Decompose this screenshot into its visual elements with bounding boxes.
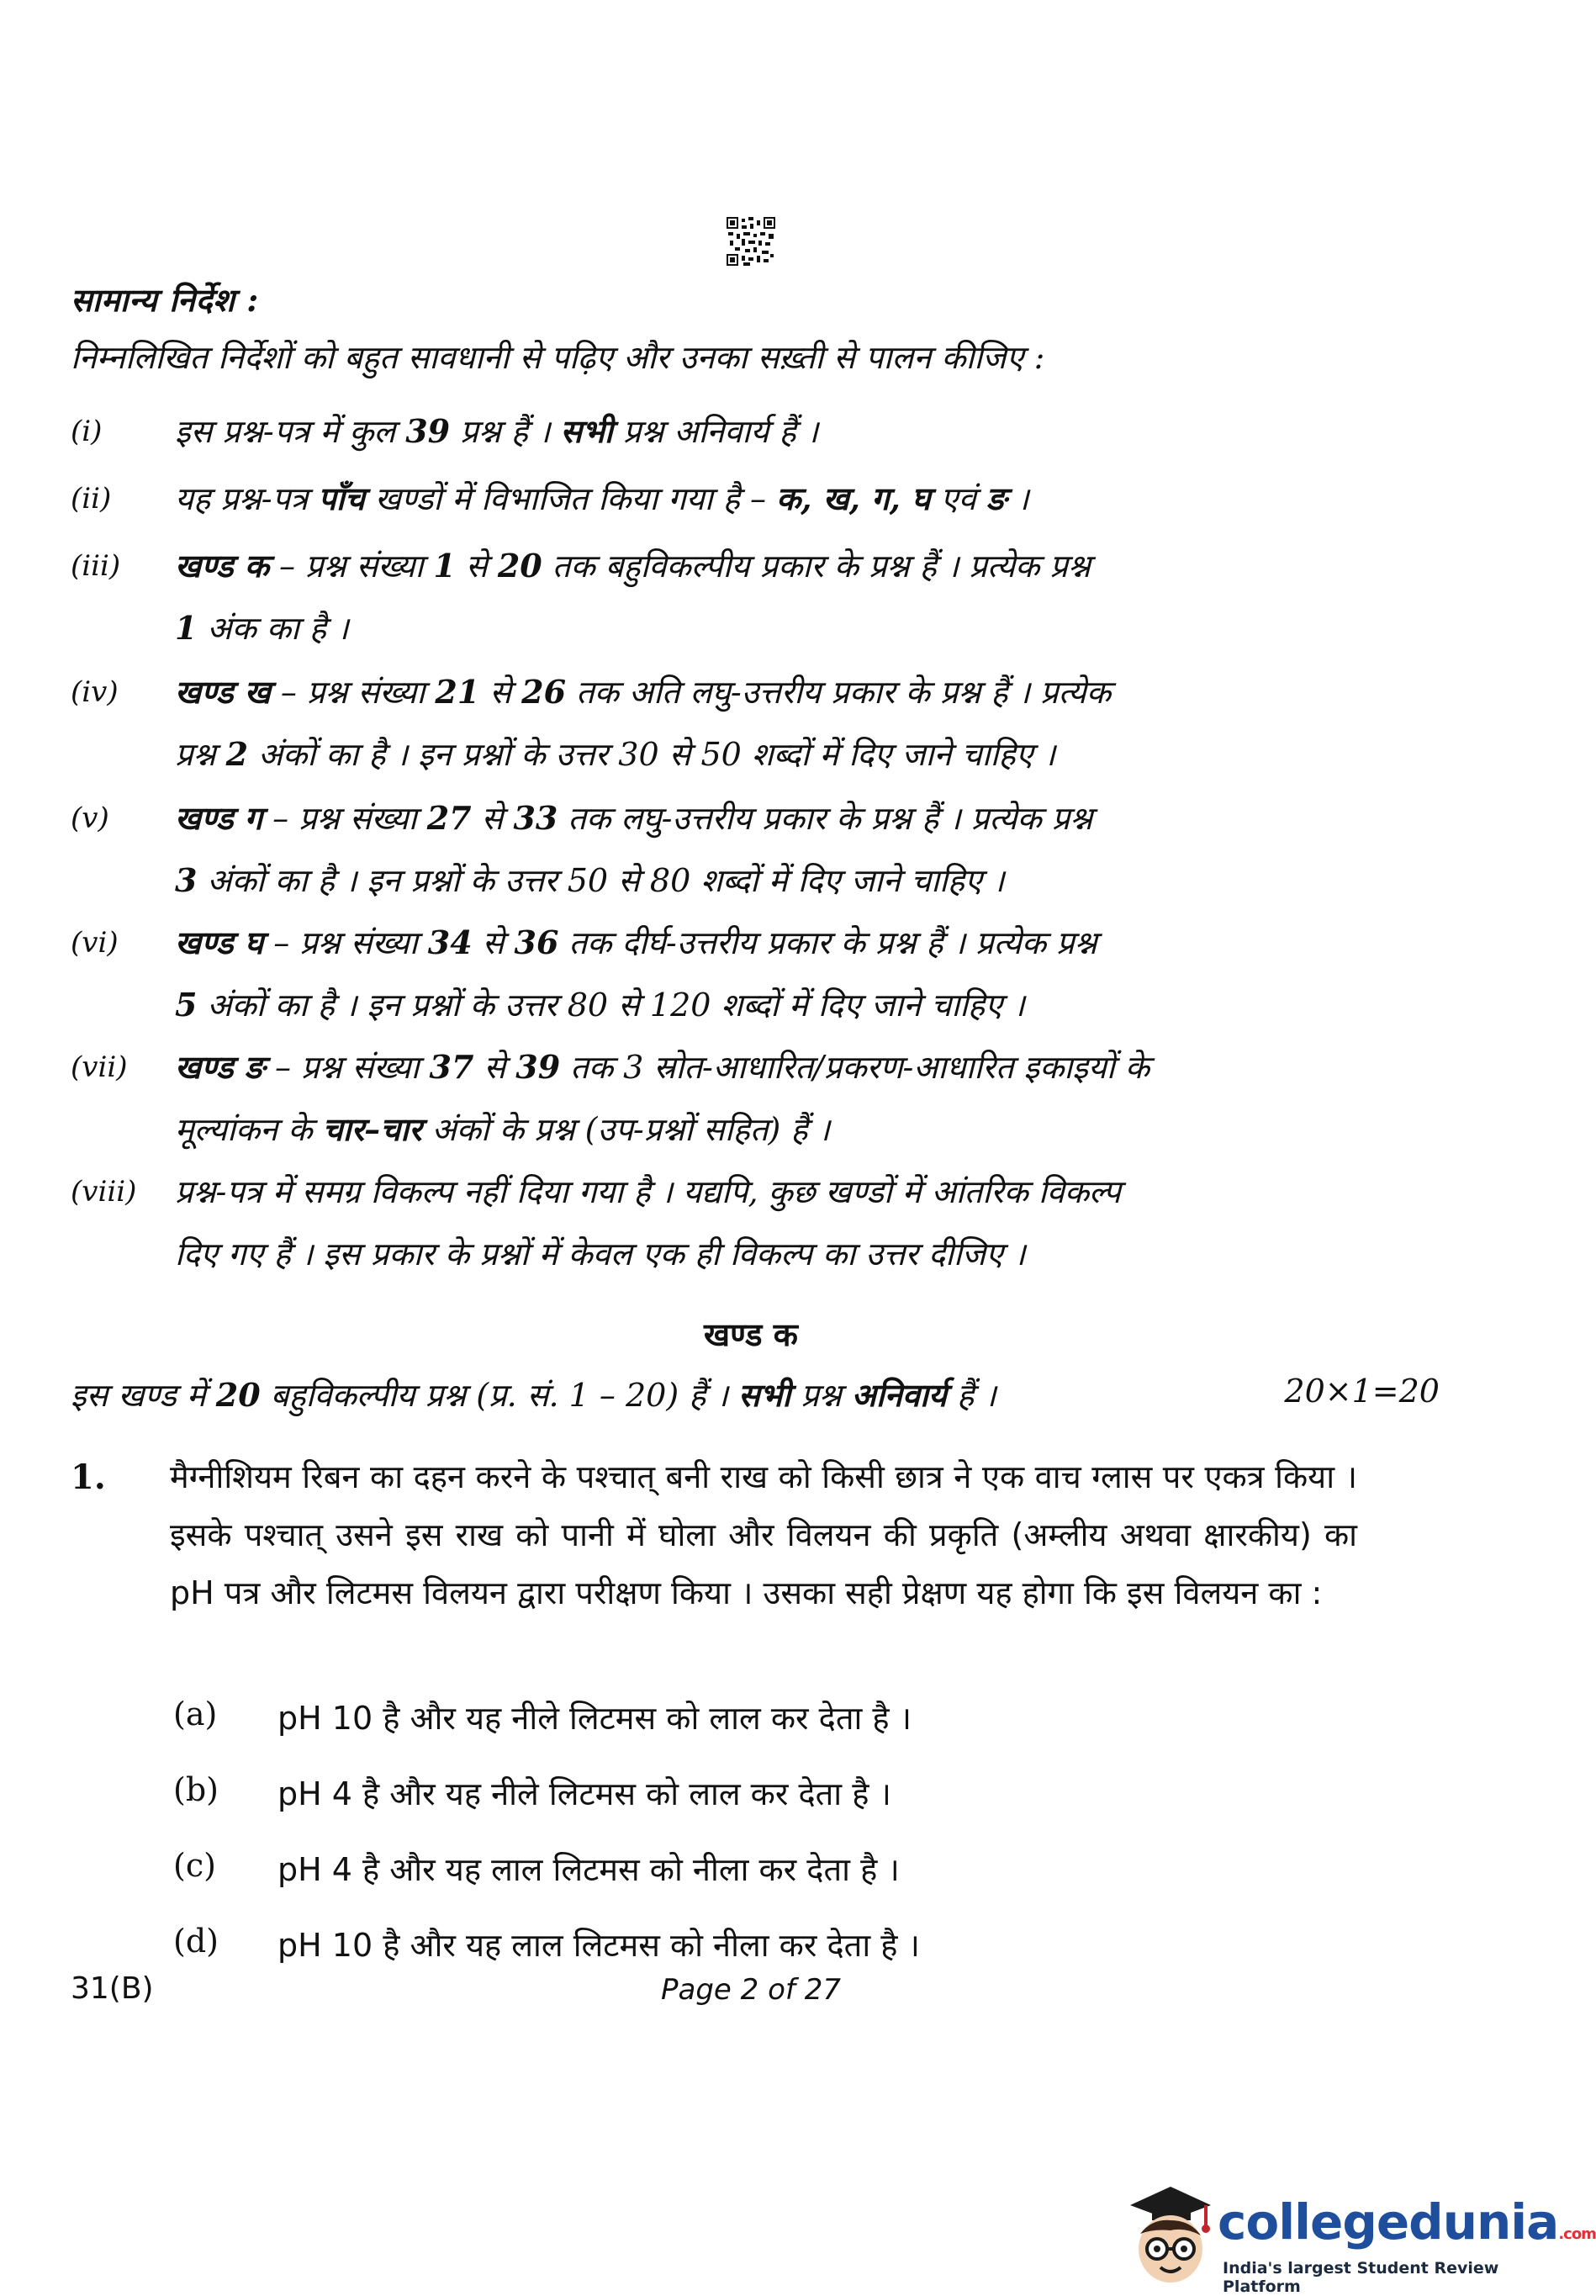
instruction-number: (ii) [71, 482, 112, 516]
option-b [173, 1771, 891, 1815]
instruction-6 [71, 912, 1450, 1036]
option-c [173, 1847, 900, 1891]
question-text: मैग्नीशियम रिबन का दहन करने के पश्चात् बनी राख को किसी छात्र ने एक वाच ग्लास पर एकत्र किया । इसके पश्चात् उसने इस राख को पानी में घोला और विलयन की प्रकृति (अम्लीय अथवा क्षारकीय) का pH पत्र और लिटमस विलयन द्वारा परीक्षण किया । उसका सही प्रेक्षण यह होगा कि इस विलयन का : [170, 1458, 1357, 1611]
instruction-text: खण्ड क – प्रश्न संख्या 1 से 20 तक बहुविकल्पीय प्रकार के प्रश्न हैं । प्रत्येक प्रश्न 1 अंक का है । [175, 547, 1091, 647]
instruction-4 [71, 661, 1450, 786]
instruction-7 [71, 1036, 1450, 1161]
instruction-number: (iv) [71, 675, 119, 709]
qr-code [727, 217, 775, 266]
instruction-text: इस प्रश्न-पत्र में कुल 39 प्रश्न हैं । सभी प्रश्न अनिवार्य हैं । [175, 412, 819, 450]
option-label: (c) [173, 1847, 216, 1884]
instruction-number: (vi) [71, 926, 119, 960]
instruction-text: प्रश्न-पत्र में समग्र विकल्प नहीं दिया गया है । यद्यपि, कुछ खण्डों में आंतरिक विकल्प दिए गए हैं । इस प्रकार के प्रश्नों में केवल एक ही विकल्प का उत्तर दीजिए । [175, 1173, 1121, 1272]
option-a [173, 1696, 912, 1739]
option-label: (b) [173, 1771, 219, 1808]
instruction-number: (iii) [71, 549, 121, 583]
instruction-number: (v) [71, 801, 109, 835]
instruction-text: खण्ड ख – प्रश्न संख्या 21 से 26 तक अति लघु-उत्तरीय प्रकार के प्रश्न हैं । प्रत्येक प्रश्न 2 अंकों का है । इन प्रश्नों के उत्तर 30 से 50 शब्दों में दिए जाने चाहिए । [175, 673, 1111, 773]
collegedunia-logo [1118, 2172, 1596, 2296]
section-title: खण्ड क [704, 1316, 798, 1353]
instruction-3 [71, 535, 1450, 659]
instruction-text: यह प्रश्न-पत्र पाँच खण्डों में विभाजित किया गया है – क, ख, ग, घ एवं ङ । [175, 479, 1029, 517]
instruction-number: (i) [71, 415, 103, 448]
option-text: pH 10 है और यह लाल लिटमस को नीला कर देता है । [277, 1927, 920, 1964]
paper-code: 31(B) [71, 1971, 154, 2006]
instruction-5 [71, 787, 1450, 912]
option-text: pH 10 है और यह नीले लिटमस को लाल कर देता है । [277, 1700, 912, 1737]
section-marks: 20×1=20 [1284, 1373, 1440, 1410]
general-instructions-heading: सामान्य निर्देश : [71, 281, 259, 319]
instruction-text: खण्ड घ – प्रश्न संख्या 34 से 36 तक दीर्घ-उत्तरीय प्रकार के प्रश्न हैं । प्रत्येक प्रश्न 5 अंकों का है । इन प्रश्नों के उत्तर 80 से 120 शब्दों में दिए जाने चाहिए । [175, 923, 1097, 1024]
question-1 [71, 1448, 1357, 1622]
brand-tagline: India's largest Student Review Platform [1223, 2259, 1499, 2296]
instruction-2 [71, 468, 1450, 530]
option-text: pH 4 है और यह लाल लिटमस को नीला कर देता है । [277, 1851, 900, 1888]
page-number: Page 2 of 27 [661, 1973, 841, 2007]
mascot-icon [1118, 2172, 1219, 2293]
option-text: pH 4 है और यह नीले लिटमस को लाल कर देता है । [277, 1775, 891, 1812]
instruction-number: (vii) [71, 1050, 128, 1084]
option-label: (a) [173, 1696, 218, 1733]
instruction-text: खण्ड ङ – प्रश्न संख्या 37 से 39 तक 3 स्रोत-आधारित/प्रकरण-आधारित इकाइयों के मूल्यांकन के चार–चार अंकों के प्रश्न (उप-प्रश्नों सहित) हैं । [175, 1048, 1150, 1148]
option-label: (d) [173, 1923, 219, 1960]
general-instructions-intro: निम्नलिखित निर्देशों को बहुत सावधानी से पढ़िए और उनका सख़्ती से पालन कीजिए : [71, 339, 1045, 376]
option-d [173, 1923, 920, 1966]
question-number: 1. [71, 1457, 106, 1497]
instruction-1 [71, 400, 1450, 463]
instruction-8 [71, 1161, 1450, 1285]
section-intro: इस खण्ड में 20 बहुविकल्पीय प्रश्न (प्र. सं. 1 – 20) हैं । सभी प्रश्न अनिवार्य हैं । 20×1=20 [71, 1373, 1440, 1414]
instruction-text: खण्ड ग – प्रश्न संख्या 27 से 33 तक लघु-उत्तरीय प्रकार के प्रश्न हैं । प्रत्येक प्रश्न 3 अंकों का है । इन प्रश्नों के उत्तर 50 से 80 शब्दों में दिए जाने चाहिए । [175, 799, 1093, 899]
brand-name: collegedunia.com [1218, 2193, 1596, 2251]
instruction-number: (viii) [71, 1175, 137, 1209]
